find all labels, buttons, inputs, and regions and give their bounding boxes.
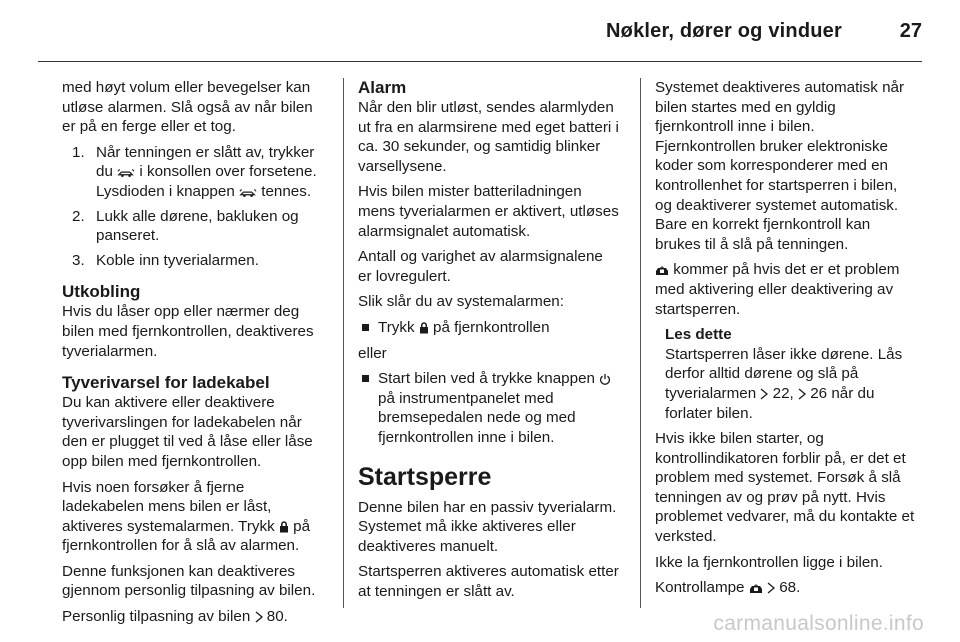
text: Hvis noen forsøker å fjerne ladekabelen mens bilen er låst, aktiveres systemalarmen. Trykk [62,478,275,535]
page-title: Nøkler, dører og vinduer [606,20,842,42]
page-reference-link[interactable]: 80. [266,608,288,626]
bullet [362,324,369,331]
car-alarm-icon [239,188,257,198]
car-lock-icon [749,582,763,594]
page-number: 27 [899,20,922,42]
text: Personlig tilpasning av bilen [62,608,251,626]
immobilizer-paragraph-3: Hvis ikke bilen starter, og kontrollindikatoren forblir på, er det et problem med systemet. Forsøk å slå tenningen av og prøv på nytt. Hvis problemet vedvarer, må du kontakte et verksted. [655,430,915,546]
step-text: Koble inn tyverialarmen. [96,251,259,269]
step-number: 2. [72,207,85,225]
text: Start bilen ved å trykke knappen [378,370,595,388]
text: når du forlater bilen. [665,384,875,422]
utkobling-paragraph: Hvis du låser opp eller nærmer deg bilen med fjernkontrollen, deaktiveres tyverialarmen. [62,303,314,360]
lock-icon [419,322,429,334]
alarm-paragraph-1: Når den blir utløst, sendes alarmlyden ut fra en alarmsirene med eget batteri i ca. 30 sekunder, og samtidig blinker varsellysene. [358,99,619,175]
text: Startsperren låser ikke dørene. Lås derfor alltid dørene og slå på tyverialarmen [665,345,903,402]
page-reference-link[interactable]: 26 [810,384,828,402]
section-heading-utkobling: Utkobling [62,282,141,302]
header-divider [38,61,922,62]
section-heading-alarm: Alarm [358,78,407,97]
ladekabel-paragraph-2 [62,478,324,556]
page-reference-link[interactable]: 68. [779,579,801,597]
startsperre-paragraph-2: Startsperren aktiveres automatisk etter at tenningen er slått av. [358,563,619,600]
column-divider [343,78,344,608]
column-1 [62,78,324,633]
text: Trykk [378,318,415,336]
text: på fjernkontrollen for å slå av alarmen. [62,517,311,555]
step-text: tennes. [261,182,312,200]
section-heading-startsperre: Startsperre [358,462,492,491]
ladekabel-paragraph-4 [62,607,324,627]
intro-paragraph: med høyt volum eller bevegelser kan utløse alarmen. Slå også av når bilen er på en ferge eller et tog. [62,79,313,136]
list-item [72,143,324,202]
or-text: eller [358,344,387,362]
alarm-paragraph-3: Antall og varighet av alarmsignalene er lovregulert. [358,248,603,285]
lock-icon [279,521,289,533]
immobilizer-paragraph-5 [655,578,917,598]
bullet [362,375,369,382]
power-icon [599,373,611,385]
alarm-off-list [358,318,620,338]
text: Kontrollampe [655,579,745,597]
ladekabel-paragraph-3: Denne funksjonen kan deaktiveres gjennom personlig tilpasning av bilen. [62,562,316,600]
step-number: 3. [72,251,85,269]
note-title: Les dette [665,326,732,344]
text: på instrumentpanelet med bremsepedalen nede og med fjernkontrollen inne i bilen. [378,389,576,446]
text: på fjernkontrollen [433,318,550,336]
ladekabel-paragraph-1: Du kan aktivere eller deaktivere tyverivarslingen for ladekabelen når den er plugget til ved å låse eller låse opp bilen med fjernkontrollen. [62,394,313,470]
arrow-reference-icon [255,611,263,623]
list-item [72,251,324,271]
alarm-paragraph-4: Slik slår du av systemalarmen: [358,293,564,311]
note-text [665,345,917,423]
note-box [655,325,917,423]
immobilizer-paragraph-2 [655,260,917,319]
activation-steps [62,143,324,271]
step-number: 1. [72,143,85,161]
alarm-off-list-2 [358,369,620,447]
column-2 [358,78,620,607]
car-lock-icon [655,264,669,276]
text: kommer på hvis det er et problem med aktivering eller deaktivering av startsperren. [655,261,900,318]
alarm-paragraph-2: Hvis bilen mister batteriladningen mens tyverialarmen er aktivert, utløses alarmsignalet automatisk. [358,183,619,240]
section-heading-ladekabel: Tyverivarsel for ladekabel [62,373,270,393]
watermark: carmanualsonline.info [713,612,924,635]
immobilizer-paragraph-1: Systemet deaktiveres automatisk når bilen startes med en gyldig fjernkontroll inne i bilen. Fjernkontrollen bruker elektroniske koder som korresponderer med en kontrollenhet for startsperren i bilen, og deaktiverer systemet automatisk. Bare en korrekt fjernkontroll kan brukes til å slå på tenningen. [655,79,905,253]
page-header [0,0,960,62]
list-item [360,369,620,447]
column-3 [655,78,917,604]
step-text: i konsollen over forsetene. Lysdioden i knappen [96,163,317,200]
list-item [72,207,324,246]
step-text: Når tenningen er slått av, trykker du [96,143,315,181]
step-text: Lukk alle dørene, bakluken og panseret. [96,207,299,245]
startsperre-paragraph-1: Denne bilen har en passiv tyverialarm. Systemet må ikke aktiveres eller deaktiveres manuelt. [358,498,617,555]
car-alarm-icon [117,168,135,178]
list-item [360,318,620,338]
column-divider [640,78,641,608]
page-reference-link[interactable]: 22, [772,384,794,402]
arrow-reference-icon [798,388,806,400]
immobilizer-paragraph-4: Ikke la fjernkontrollen ligge i bilen. [655,553,883,571]
arrow-reference-icon [767,582,775,594]
arrow-reference-icon [760,388,768,400]
